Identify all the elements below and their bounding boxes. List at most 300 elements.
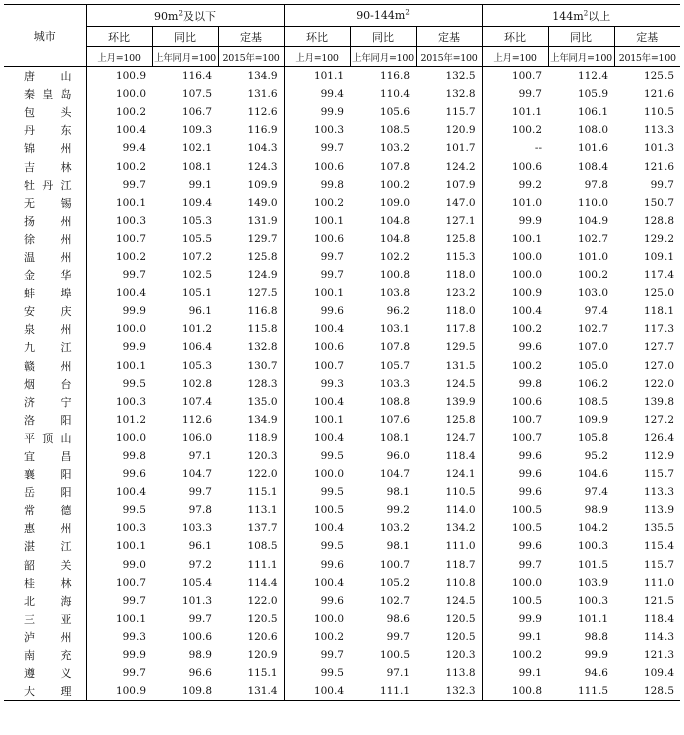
table-row [4, 429, 680, 447]
value-cell: 139.8 [643, 395, 674, 408]
value-cell: 114.4 [218, 574, 284, 592]
value-cell: 100.0 [115, 323, 146, 336]
city-name-cell: 三亚 [4, 610, 86, 628]
value-cell: 118.4 [643, 612, 674, 625]
value-cell: 103.8 [379, 287, 410, 300]
value-cell: 105.3 [181, 214, 212, 227]
value-cell: 99.5 [122, 377, 146, 390]
value-cell: 101.1 [577, 612, 608, 625]
sub-header-yoy: 同比 [548, 27, 614, 47]
city-name-cell: 泉州 [4, 320, 86, 338]
value-cell: 100.9 [86, 682, 152, 701]
value-cell: 109.9 [218, 176, 284, 194]
value-cell: 97.2 [188, 558, 212, 571]
value-cell: 107.8 [379, 160, 410, 173]
value-cell: 132.8 [416, 85, 482, 103]
table-row [4, 646, 680, 664]
value-cell: 107.6 [379, 413, 410, 426]
city-name-cell: 大理 [4, 682, 86, 701]
value-cell: 117.8 [416, 320, 482, 338]
value-cell: 98.9 [584, 504, 608, 517]
value-cell: 100.0 [511, 576, 542, 589]
city-name-cell: 平顶山 [4, 429, 86, 447]
value-cell: 118.4 [416, 447, 482, 465]
value-cell: 99.3 [122, 630, 146, 643]
value-cell: 132.8 [218, 338, 284, 356]
value-cell: 100.2 [511, 124, 542, 137]
value-cell: 100.0 [511, 269, 542, 282]
value-cell: 100.4 [511, 305, 542, 318]
value-cell: 110.4 [379, 88, 410, 101]
value-cell: 99.7 [518, 558, 542, 571]
city-name-cell: 锦州 [4, 139, 86, 157]
value-cell: 120.3 [218, 447, 284, 465]
value-cell: 104.8 [379, 232, 410, 245]
value-cell: 100.4 [115, 486, 146, 499]
city-name-cell: 安庆 [4, 302, 86, 320]
value-cell: 100.4 [284, 682, 350, 701]
group-header-large: $144m^2$以上 [482, 5, 680, 27]
table-row [4, 266, 680, 284]
sub-header-yoy: 同比 [350, 27, 416, 47]
value-cell: 120.3 [416, 646, 482, 664]
base-header-prev-month: 上月=100 [482, 47, 548, 67]
value-cell: 99.7 [122, 667, 146, 680]
value-cell: 101.6 [577, 142, 608, 155]
value-cell: 112.6 [218, 103, 284, 121]
value-cell: 101.0 [511, 196, 542, 209]
value-cell: 104.2 [577, 522, 608, 535]
value-cell: 99.6 [320, 594, 344, 607]
value-cell: 118.1 [643, 305, 674, 318]
value-cell: 100.5 [379, 649, 410, 662]
table-row [4, 139, 680, 157]
value-cell: 98.8 [584, 630, 608, 643]
value-cell: 100.2 [115, 106, 146, 119]
value-cell: 109.0 [379, 196, 410, 209]
value-cell: 132.5 [416, 67, 482, 86]
value-cell: 100.6 [313, 341, 344, 354]
value-cell: 100.0 [115, 88, 146, 101]
value-cell: 96.1 [188, 540, 212, 553]
value-cell: 99.5 [320, 450, 344, 463]
value-cell: 115.7 [643, 558, 674, 571]
table-row [4, 682, 680, 701]
value-cell: 127.5 [218, 284, 284, 302]
value-cell: 107.2 [181, 250, 212, 263]
value-cell: 106.7 [181, 106, 212, 119]
value-cell: 120.5 [416, 628, 482, 646]
value-cell: 112.9 [643, 450, 674, 463]
value-cell: 100.9 [115, 70, 146, 83]
value-cell: 100.7 [511, 431, 542, 444]
value-cell: 100.6 [313, 232, 344, 245]
value-cell: 118.0 [416, 266, 482, 284]
value-cell: 100.1 [313, 214, 344, 227]
value-cell: 125.8 [218, 248, 284, 266]
value-cell: 100.7 [115, 576, 146, 589]
table-row [4, 465, 680, 483]
value-cell: 97.4 [584, 486, 608, 499]
city-name-cell: 包头 [4, 103, 86, 121]
value-cell: 121.6 [643, 160, 674, 173]
table-row [4, 393, 680, 411]
value-cell: 114.0 [416, 501, 482, 519]
value-cell: 124.5 [416, 592, 482, 610]
value-cell: 117.4 [643, 269, 674, 282]
city-column-header: 城市 [4, 5, 86, 67]
value-cell: 100.1 [115, 612, 146, 625]
value-cell: 120.6 [218, 628, 284, 646]
value-cell: 116.4 [181, 70, 212, 83]
value-cell: 100.2 [115, 250, 146, 263]
value-cell: 100.2 [511, 359, 542, 372]
value-cell: 105.5 [181, 232, 212, 245]
value-cell: 100.2 [511, 323, 542, 336]
value-cell: 105.8 [577, 431, 608, 444]
table-row [4, 338, 680, 356]
value-cell: 100.2 [577, 269, 608, 282]
value-cell: 99.5 [122, 504, 146, 517]
value-cell: 139.9 [416, 393, 482, 411]
value-cell: 106.1 [577, 106, 608, 119]
value-cell: 120.9 [416, 121, 482, 139]
value-cell: 126.4 [643, 431, 674, 444]
value-cell: 99.6 [518, 341, 542, 354]
table-row [4, 610, 680, 628]
value-cell: 101.3 [643, 142, 674, 155]
value-cell: 101.2 [181, 323, 212, 336]
value-cell: 111.1 [350, 682, 416, 701]
value-cell: 100.1 [115, 196, 146, 209]
value-cell: 124.7 [416, 429, 482, 447]
value-cell: 105.2 [379, 576, 410, 589]
city-name-cell: 宜昌 [4, 447, 86, 465]
table-row [4, 411, 680, 429]
value-cell: 113.3 [643, 124, 674, 137]
city-name-cell: 扬州 [4, 212, 86, 230]
value-cell: 99.5 [320, 486, 344, 499]
value-cell: 99.9 [518, 214, 542, 227]
value-cell: 121.6 [643, 88, 674, 101]
value-cell: 100.4 [115, 287, 146, 300]
base-header-2015: 2015年=100 [614, 47, 680, 67]
value-cell: 100.4 [313, 395, 344, 408]
value-cell: 111.1 [218, 556, 284, 574]
value-cell: 99.8 [320, 178, 344, 191]
value-cell: 149.0 [218, 194, 284, 212]
value-cell: 128.3 [218, 375, 284, 393]
value-cell: -- [534, 142, 542, 155]
value-cell: 97.8 [584, 178, 608, 191]
value-cell: 100.1 [511, 232, 542, 245]
city-name-cell: 唐山 [4, 67, 86, 86]
value-cell: 100.0 [115, 431, 146, 444]
value-cell: 96.0 [386, 450, 410, 463]
value-cell: 98.1 [386, 540, 410, 553]
value-cell: 100.7 [379, 558, 410, 571]
table-row [4, 519, 680, 537]
table-row [4, 194, 680, 212]
value-cell: 109.9 [577, 413, 608, 426]
value-cell: 106.2 [577, 377, 608, 390]
table-row [4, 121, 680, 139]
value-cell: 99.6 [518, 540, 542, 553]
base-header-prev-month: 上月=100 [86, 47, 152, 67]
value-cell: 109.3 [181, 124, 212, 137]
base-header-2015: 2015年=100 [416, 47, 482, 67]
value-cell: 100.3 [115, 395, 146, 408]
value-cell: 103.1 [379, 323, 410, 336]
value-cell: 107.8 [379, 341, 410, 354]
value-cell: 101.5 [577, 558, 608, 571]
table-row [4, 664, 680, 682]
value-cell: 100.7 [313, 359, 344, 372]
value-cell: 120.9 [218, 646, 284, 664]
value-cell: 100.7 [511, 70, 542, 83]
city-name-cell: 烟台 [4, 375, 86, 393]
value-cell: 108.0 [577, 124, 608, 137]
value-cell: 129.5 [416, 338, 482, 356]
value-cell: 103.3 [379, 377, 410, 390]
table-body [4, 67, 680, 701]
value-cell: 101.3 [181, 594, 212, 607]
value-cell: 99.5 [320, 540, 344, 553]
value-cell: 127.2 [643, 413, 674, 426]
table-row [4, 302, 680, 320]
city-name-cell: 济宁 [4, 393, 86, 411]
value-cell: 99.9 [584, 649, 608, 662]
value-cell: 100.3 [313, 124, 344, 137]
value-cell: 99.8 [122, 450, 146, 463]
city-name-cell: 赣州 [4, 357, 86, 375]
table-row [4, 85, 680, 103]
base-header-prev-month: 上月=100 [284, 47, 350, 67]
value-cell: 104.3 [218, 139, 284, 157]
value-cell: 100.9 [511, 287, 542, 300]
value-cell: 102.7 [379, 594, 410, 607]
value-cell: 99.6 [518, 450, 542, 463]
value-cell: 109.4 [643, 667, 674, 680]
value-cell: 105.0 [577, 359, 608, 372]
value-cell: 99.4 [320, 88, 344, 101]
value-cell: 122.0 [643, 377, 674, 390]
value-cell: 94.6 [584, 667, 608, 680]
value-cell: 121.5 [643, 594, 674, 607]
value-cell: 120.5 [218, 610, 284, 628]
value-cell: 96.2 [386, 305, 410, 318]
city-name-cell: 徐州 [4, 230, 86, 248]
value-cell: 99.7 [320, 269, 344, 282]
value-cell: 100.2 [313, 196, 344, 209]
value-cell: 108.8 [379, 395, 410, 408]
sub-header-row [4, 27, 680, 47]
value-cell: 99.6 [518, 486, 542, 499]
city-name-cell: 遵义 [4, 664, 86, 682]
value-cell: 113.8 [416, 664, 482, 682]
value-cell: 108.1 [181, 160, 212, 173]
city-name-cell: 泸州 [4, 628, 86, 646]
value-cell: 134.2 [416, 519, 482, 537]
value-cell: 100.5 [313, 504, 344, 517]
value-cell: 124.3 [218, 157, 284, 175]
sub-header-mom: 环比 [284, 27, 350, 47]
table-row [4, 176, 680, 194]
value-cell: 106.0 [181, 431, 212, 444]
value-cell: 107.5 [181, 88, 212, 101]
value-cell: 97.1 [188, 450, 212, 463]
table-row [4, 212, 680, 230]
sub-header-fixed: 定基 [218, 27, 284, 47]
value-cell: 100.6 [181, 630, 212, 643]
value-cell: 110.0 [577, 196, 608, 209]
value-cell: 129.2 [643, 232, 674, 245]
value-cell: 122.0 [218, 592, 284, 610]
sub-header-mom: 环比 [86, 27, 152, 47]
city-name-cell: 丹东 [4, 121, 86, 139]
value-cell: 123.2 [416, 284, 482, 302]
city-name-cell: 牡丹江 [4, 176, 86, 194]
value-cell: 118.7 [416, 556, 482, 574]
value-cell: 100.8 [482, 682, 548, 701]
value-cell: 131.6 [218, 85, 284, 103]
value-cell: 117.3 [643, 323, 674, 336]
value-cell: 105.1 [181, 287, 212, 300]
city-name-cell: 无锡 [4, 194, 86, 212]
value-cell: 100.2 [511, 649, 542, 662]
value-cell: 115.8 [218, 320, 284, 338]
value-cell: 100.2 [379, 178, 410, 191]
city-name-cell: 九江 [4, 338, 86, 356]
value-cell: 105.6 [379, 106, 410, 119]
table-row [4, 574, 680, 592]
value-cell: 122.0 [218, 465, 284, 483]
value-cell: 134.9 [218, 67, 284, 86]
value-cell: 96.1 [188, 305, 212, 318]
value-cell: 131.4 [218, 682, 284, 701]
value-cell: 127.7 [643, 341, 674, 354]
value-cell: 100.2 [115, 160, 146, 173]
value-cell: 150.7 [643, 196, 674, 209]
value-cell: 100.6 [313, 160, 344, 173]
value-cell: 113.3 [643, 486, 674, 499]
value-cell: 111.5 [548, 682, 614, 701]
value-cell: 115.7 [416, 103, 482, 121]
value-cell: 104.8 [379, 214, 410, 227]
value-cell: 103.9 [577, 576, 608, 589]
value-cell: 103.0 [577, 287, 608, 300]
value-cell: 99.9 [320, 106, 344, 119]
value-cell: 103.3 [181, 522, 212, 535]
value-cell: 137.7 [218, 519, 284, 537]
value-cell: 99.9 [122, 341, 146, 354]
value-cell: 99.9 [518, 612, 542, 625]
value-cell: 99.2 [518, 178, 542, 191]
value-cell: 108.1 [379, 431, 410, 444]
value-cell: 120.5 [416, 610, 482, 628]
value-cell: 109.8 [152, 682, 218, 701]
value-cell: 101.7 [416, 139, 482, 157]
value-cell: 100.3 [577, 594, 608, 607]
base-header-prev-year: 上年同月=100 [548, 47, 614, 67]
value-cell: 125.5 [643, 70, 674, 83]
value-cell: 102.7 [577, 323, 608, 336]
value-cell: 100.4 [313, 323, 344, 336]
value-cell: 105.7 [379, 359, 410, 372]
value-cell: 116.9 [218, 121, 284, 139]
value-cell: 100.1 [313, 413, 344, 426]
value-cell: 100.6 [511, 395, 542, 408]
value-cell: 100.1 [115, 540, 146, 553]
sub-header-mom: 环比 [482, 27, 548, 47]
value-cell: 131.9 [218, 212, 284, 230]
city-name-cell: 常德 [4, 501, 86, 519]
value-cell: 107.4 [181, 395, 212, 408]
value-cell: 108.4 [577, 160, 608, 173]
value-cell: 116.8 [379, 70, 410, 83]
value-cell: 99.2 [386, 504, 410, 517]
value-cell: 104.7 [181, 468, 212, 481]
base-header-2015: 2015年=100 [218, 47, 284, 67]
value-cell: 99.9 [122, 649, 146, 662]
value-cell: 99.7 [188, 486, 212, 499]
price-index-table [4, 4, 680, 701]
table-row [4, 501, 680, 519]
value-cell: 112.4 [577, 70, 608, 83]
value-cell: 147.0 [416, 194, 482, 212]
value-cell: 100.4 [115, 124, 146, 137]
value-cell: 115.4 [643, 540, 674, 553]
value-cell: 125.0 [643, 287, 674, 300]
value-cell: 98.9 [188, 649, 212, 662]
table-row [4, 284, 680, 302]
table-row [4, 357, 680, 375]
value-cell: 99.9 [122, 305, 146, 318]
value-cell: 99.7 [320, 250, 344, 263]
value-cell: 128.5 [614, 682, 680, 701]
value-cell: 99.7 [320, 142, 344, 155]
city-name-cell: 吉林 [4, 157, 86, 175]
value-cell: 134.9 [218, 411, 284, 429]
value-cell: 104.6 [577, 468, 608, 481]
value-cell: 99.7 [386, 630, 410, 643]
value-cell: 116.8 [218, 302, 284, 320]
value-cell: 100.5 [511, 594, 542, 607]
value-cell: 101.2 [115, 413, 146, 426]
value-cell: 115.3 [416, 248, 482, 266]
city-name-cell: 蚌埠 [4, 284, 86, 302]
value-cell: 95.2 [584, 450, 608, 463]
value-cell: 124.1 [416, 465, 482, 483]
value-cell: 99.6 [320, 305, 344, 318]
table-row [4, 628, 680, 646]
table-row [4, 375, 680, 393]
value-cell: 99.7 [320, 649, 344, 662]
base-header-prev-year: 上年同月=100 [350, 47, 416, 67]
value-cell: 110.5 [416, 483, 482, 501]
base-header-row [4, 47, 680, 67]
table-row [4, 592, 680, 610]
table-row [4, 67, 680, 86]
value-cell: 105.4 [181, 576, 212, 589]
value-cell: 100.2 [313, 630, 344, 643]
value-cell: 100.3 [577, 540, 608, 553]
table-row [4, 230, 680, 248]
value-cell: 99.7 [518, 88, 542, 101]
value-cell: 100.5 [511, 522, 542, 535]
value-cell: 99.7 [122, 269, 146, 282]
value-cell: 131.5 [416, 357, 482, 375]
